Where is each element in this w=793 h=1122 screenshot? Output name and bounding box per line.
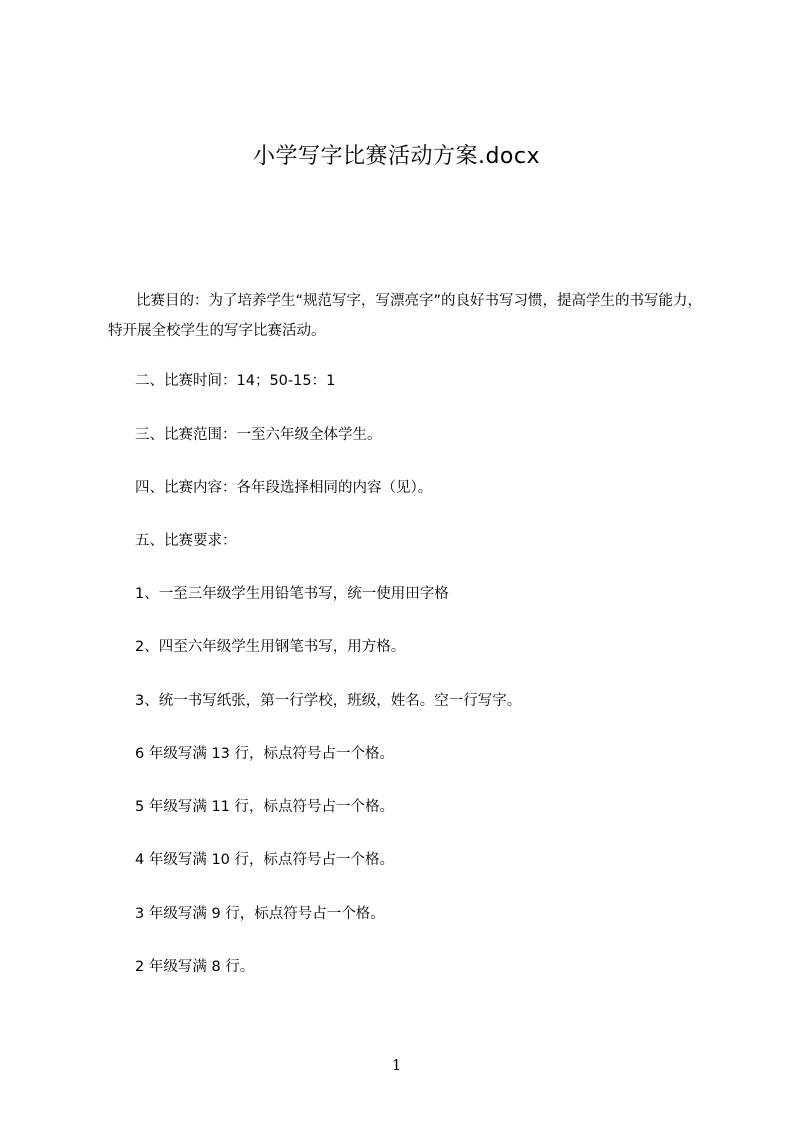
section-requirements: 五、比赛要求：	[135, 533, 237, 549]
section-time: 二、比赛时间：14；50-15：1	[135, 373, 336, 389]
purpose-paragraph	[108, 286, 704, 346]
section-content: 四、比赛内容：各年段选择相同的内容（见）。	[135, 480, 433, 496]
requirement-item: 1、一至三年级学生用铅笔书写，统一使用田字格	[135, 586, 449, 602]
grade-rule: 5 年级写满 11 行，标点符号占一个格。	[135, 799, 395, 815]
page-number: 1	[391, 1056, 402, 1074]
section-scope: 三、比赛范围：一至六年级全体学生。	[135, 427, 382, 443]
grade-rule: 6 年级写满 13 行，标点符号占一个格。	[135, 746, 395, 762]
requirement-item: 2、四至六年级学生用钢笔书写，用方格。	[135, 639, 406, 655]
document-title: 小学写字比赛活动方案.docx	[252, 144, 541, 169]
purpose-paragraph-text: 比赛目的：为了培养学生“规范写字，写漂亮字”的良好书写习惯，提高学生的书写能力，特开展全校学生的写字比赛活动。	[108, 293, 703, 339]
requirement-item: 3、统一书写纸张，第一行学校，班级，姓名。空一行写字。	[135, 693, 522, 709]
grade-rule: 4 年级写满 10 行，标点符号占一个格。	[135, 852, 395, 868]
grade-rule: 2 年级写满 8 行。	[135, 959, 255, 975]
grade-rule: 3 年级写满 9 行，标点符号占一个格。	[135, 906, 385, 922]
